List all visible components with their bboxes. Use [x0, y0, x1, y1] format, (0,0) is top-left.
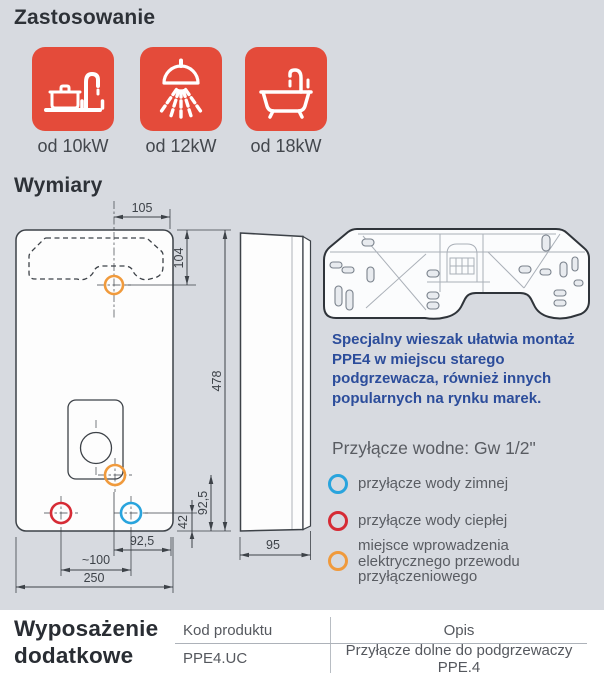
legend-item-hot-water — [328, 511, 507, 531]
table-row — [175, 641, 587, 676]
accessories-table — [175, 617, 587, 676]
legend-label: przyłącze wody zimnej — [358, 475, 509, 493]
dim-width-top: 105 — [131, 201, 153, 215]
hot-water-legend-icon — [328, 511, 348, 531]
dim-depth: 95 — [266, 538, 280, 552]
table-header-code: Kod produktu — [183, 621, 273, 639]
applications-title: Zastosowanie — [14, 6, 156, 29]
shower-icon — [149, 57, 213, 121]
water-connection-text: Przyłącze wodne: Gw 1/2" — [332, 438, 536, 458]
accessories-title: Wyposażenie dodatkowe — [14, 616, 159, 668]
cold-water-legend-icon — [328, 474, 348, 494]
table-header-row — [175, 617, 587, 644]
kitchen-tap-icon — [41, 57, 105, 121]
legend-label: przyłącze wody ciepłej — [358, 512, 508, 530]
dim-height-top: 104 — [172, 247, 186, 269]
electric-entry-legend-icon — [328, 551, 348, 571]
application-label: od 18kW — [250, 136, 322, 156]
table-cell-code: PPE4.UC — [183, 650, 248, 667]
application-label: od 10kW — [37, 136, 109, 156]
heater-side-view — [241, 233, 304, 531]
legend-item-electric-entry — [328, 538, 543, 585]
legend-label: miejsce wprowadzenia elektrycznego przewodu przyłączeniowego — [358, 537, 520, 585]
dim-width-conn: 92,5 — [129, 534, 155, 548]
application-tile-kitchen — [32, 47, 114, 131]
dimensions-title: Wymiary — [14, 174, 103, 197]
legend-item-cold-water — [328, 474, 508, 494]
dim-height-elec: 92,5 — [196, 490, 210, 516]
mounting-bracket-drawing — [324, 229, 589, 319]
dim-width-total: 250 — [83, 571, 105, 585]
dim-width-pipes: ~100 — [81, 553, 111, 567]
table-header-description: Opis — [330, 617, 587, 643]
table-cell-description: Przyłącze dolne do podgrzewaczy PPE.4 — [330, 644, 587, 673]
application-tile-shower — [140, 47, 222, 131]
dim-height-total: 478 — [210, 370, 224, 392]
application-label: od 12kW — [145, 136, 217, 156]
bathtub-icon — [254, 57, 318, 121]
heater-front-view — [16, 230, 173, 531]
hanger-note: Specjalny wieszak ułatwia montaż PPE4 w miejscu starego podgrzewacza, również innych popularnych na rynku marek. — [332, 331, 575, 407]
dim-height-conn: 42 — [176, 515, 190, 529]
application-tile-bathtub — [245, 47, 327, 131]
